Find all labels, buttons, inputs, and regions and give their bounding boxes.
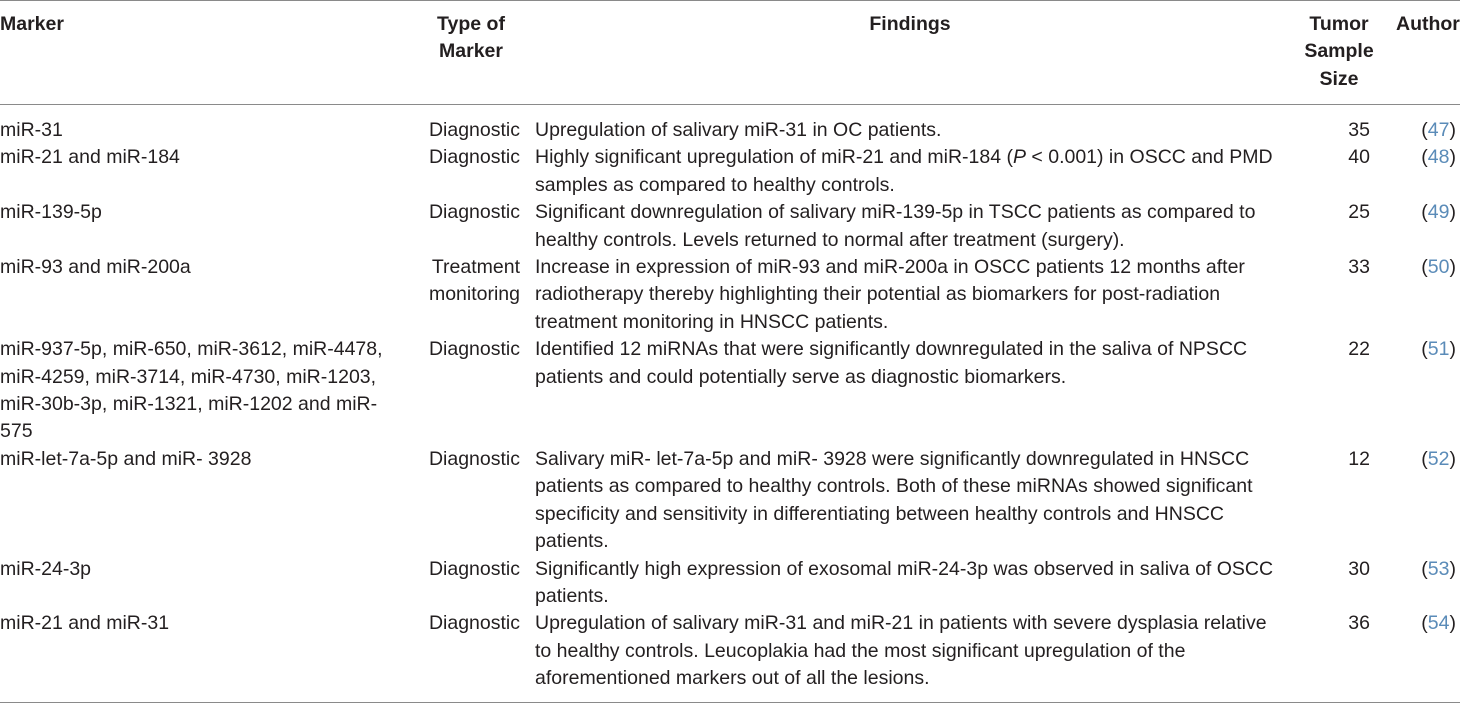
cell-author: (54) <box>1421 612 1456 635</box>
cell-type: Diagnostic <box>428 557 520 580</box>
table-row <box>0 254 1460 336</box>
cell-author: (50) <box>1421 256 1456 279</box>
cell-findings: Salivary miR- let-7a-5p and miR- 3928 were significantly downregulated in HNSCC patients as compared to healthy controls. Both of these miRNAs showed significant specificity and sensitivity in differentiating between healthy controls and HNSCC patients. <box>535 447 1253 553</box>
header-author: Author <box>1396 13 1460 35</box>
cell-marker: miR-21 and miR-31 <box>0 612 170 635</box>
table-header <box>0 11 1460 101</box>
table-row <box>0 199 1460 254</box>
cell-sample-size: 35 <box>1348 119 1370 141</box>
cell-findings: Upregulation of salivary miR-31 in OC patients. <box>535 119 942 141</box>
table-body <box>0 117 1460 693</box>
table-row <box>0 144 1460 199</box>
cell-author: (48) <box>1421 146 1456 169</box>
reference-link[interactable]: 51 <box>1427 338 1450 361</box>
cell-findings: Identified 12 miRNAs that were significantly downregulated in the saliva of NPSCC patients and could potentially serve as diagnostic biomarkers. <box>535 338 1248 388</box>
reference-link[interactable]: 54 <box>1427 612 1450 635</box>
reference-link[interactable]: 47 <box>1427 119 1450 141</box>
findings-text: < 0.001) in OSCC and PMD samples as compared to healthy controls. <box>535 146 1273 196</box>
cell-marker: miR-21 and miR-184 <box>0 146 180 169</box>
cell-marker: miR-31 <box>0 119 63 141</box>
bottom-rule <box>0 702 1460 703</box>
p-value-symbol: P <box>1012 146 1026 169</box>
cell-sample-size: 30 <box>1348 557 1370 580</box>
cell-sample-size: 40 <box>1348 146 1370 169</box>
cell-type: Treatment monitoring <box>428 256 520 306</box>
cell-author: (53) <box>1421 557 1456 580</box>
cell-sample-size: 33 <box>1348 256 1370 279</box>
table-row <box>0 446 1460 556</box>
cell-sample-size: 36 <box>1348 612 1370 635</box>
cell-marker: miR-let-7a-5p and miR- 3928 <box>0 447 252 470</box>
cell-author: (47) <box>1421 119 1456 141</box>
cell-marker: miR-139-5p <box>0 201 102 224</box>
cell-findings: Increase in expression of miR-93 and miR-200a in OSCC patients 12 months after radiotherapy thereby highlighting their potential as biomarkers for post-radiation treatment monitoring in HNSCC patients. <box>535 256 1245 333</box>
reference-link[interactable]: 49 <box>1427 201 1450 224</box>
header-type-of-marker: Type of Marker <box>437 13 505 63</box>
table-row <box>0 556 1460 611</box>
table-row <box>0 610 1460 692</box>
cell-findings: Upregulation of salivary miR-31 and miR-21 in patients with severe dysplasia relative to healthy controls. Leucoplakia had the most significant upregulation of the aforementioned markers out of all the lesions. <box>535 612 1267 690</box>
table-row <box>0 117 1460 144</box>
cell-type: Diagnostic <box>428 201 520 224</box>
reference-link[interactable]: 50 <box>1427 256 1450 279</box>
cell-marker: miR-937-5p, miR-650, miR-3612, miR-4478, miR-4259, miR-3714, miR-4730, miR-1203, miR-30b-3p, miR-1321, miR-1202 and miR- 575 <box>0 338 383 443</box>
cell-type: Diagnostic <box>428 119 520 141</box>
cell-sample-size: 25 <box>1348 201 1370 224</box>
table-row <box>0 336 1460 446</box>
findings-text: Highly significant upregulation of miR-21 and miR-184 ( <box>535 146 1013 169</box>
cell-sample-size: 22 <box>1348 338 1370 361</box>
cell-type: Diagnostic <box>428 612 520 635</box>
cell-marker: miR-93 and miR-200a <box>0 256 191 279</box>
header-tumor-sample-size: Tumor Sample Size <box>1304 13 1374 90</box>
reference-link[interactable]: 48 <box>1427 146 1450 169</box>
cell-type: Diagnostic <box>428 447 520 470</box>
cell-author: (49) <box>1421 201 1456 224</box>
cell-author: (52) <box>1421 447 1456 470</box>
header-findings: Findings <box>869 13 951 35</box>
header-rule <box>0 104 1460 105</box>
header-marker: Marker <box>0 13 64 35</box>
reference-link[interactable]: 52 <box>1427 447 1450 470</box>
cell-author: (51) <box>1421 338 1456 361</box>
top-rule <box>0 0 1460 1</box>
cell-findings: Significant downregulation of salivary miR-139-5p in TSCC patients as compared to healthy controls. Levels returned to normal after treatment (surgery). <box>535 201 1256 251</box>
cell-type: Diagnostic <box>428 338 520 361</box>
cell-type: Diagnostic <box>428 146 520 169</box>
cell-findings: Significantly high expression of exosomal miR-24-3p was observed in saliva of OSCC patients. <box>535 557 1274 607</box>
cell-marker: miR-24-3p <box>0 557 92 580</box>
cell-sample-size: 12 <box>1348 447 1370 470</box>
reference-link[interactable]: 53 <box>1427 557 1450 580</box>
cell-findings <box>520 144 1280 199</box>
